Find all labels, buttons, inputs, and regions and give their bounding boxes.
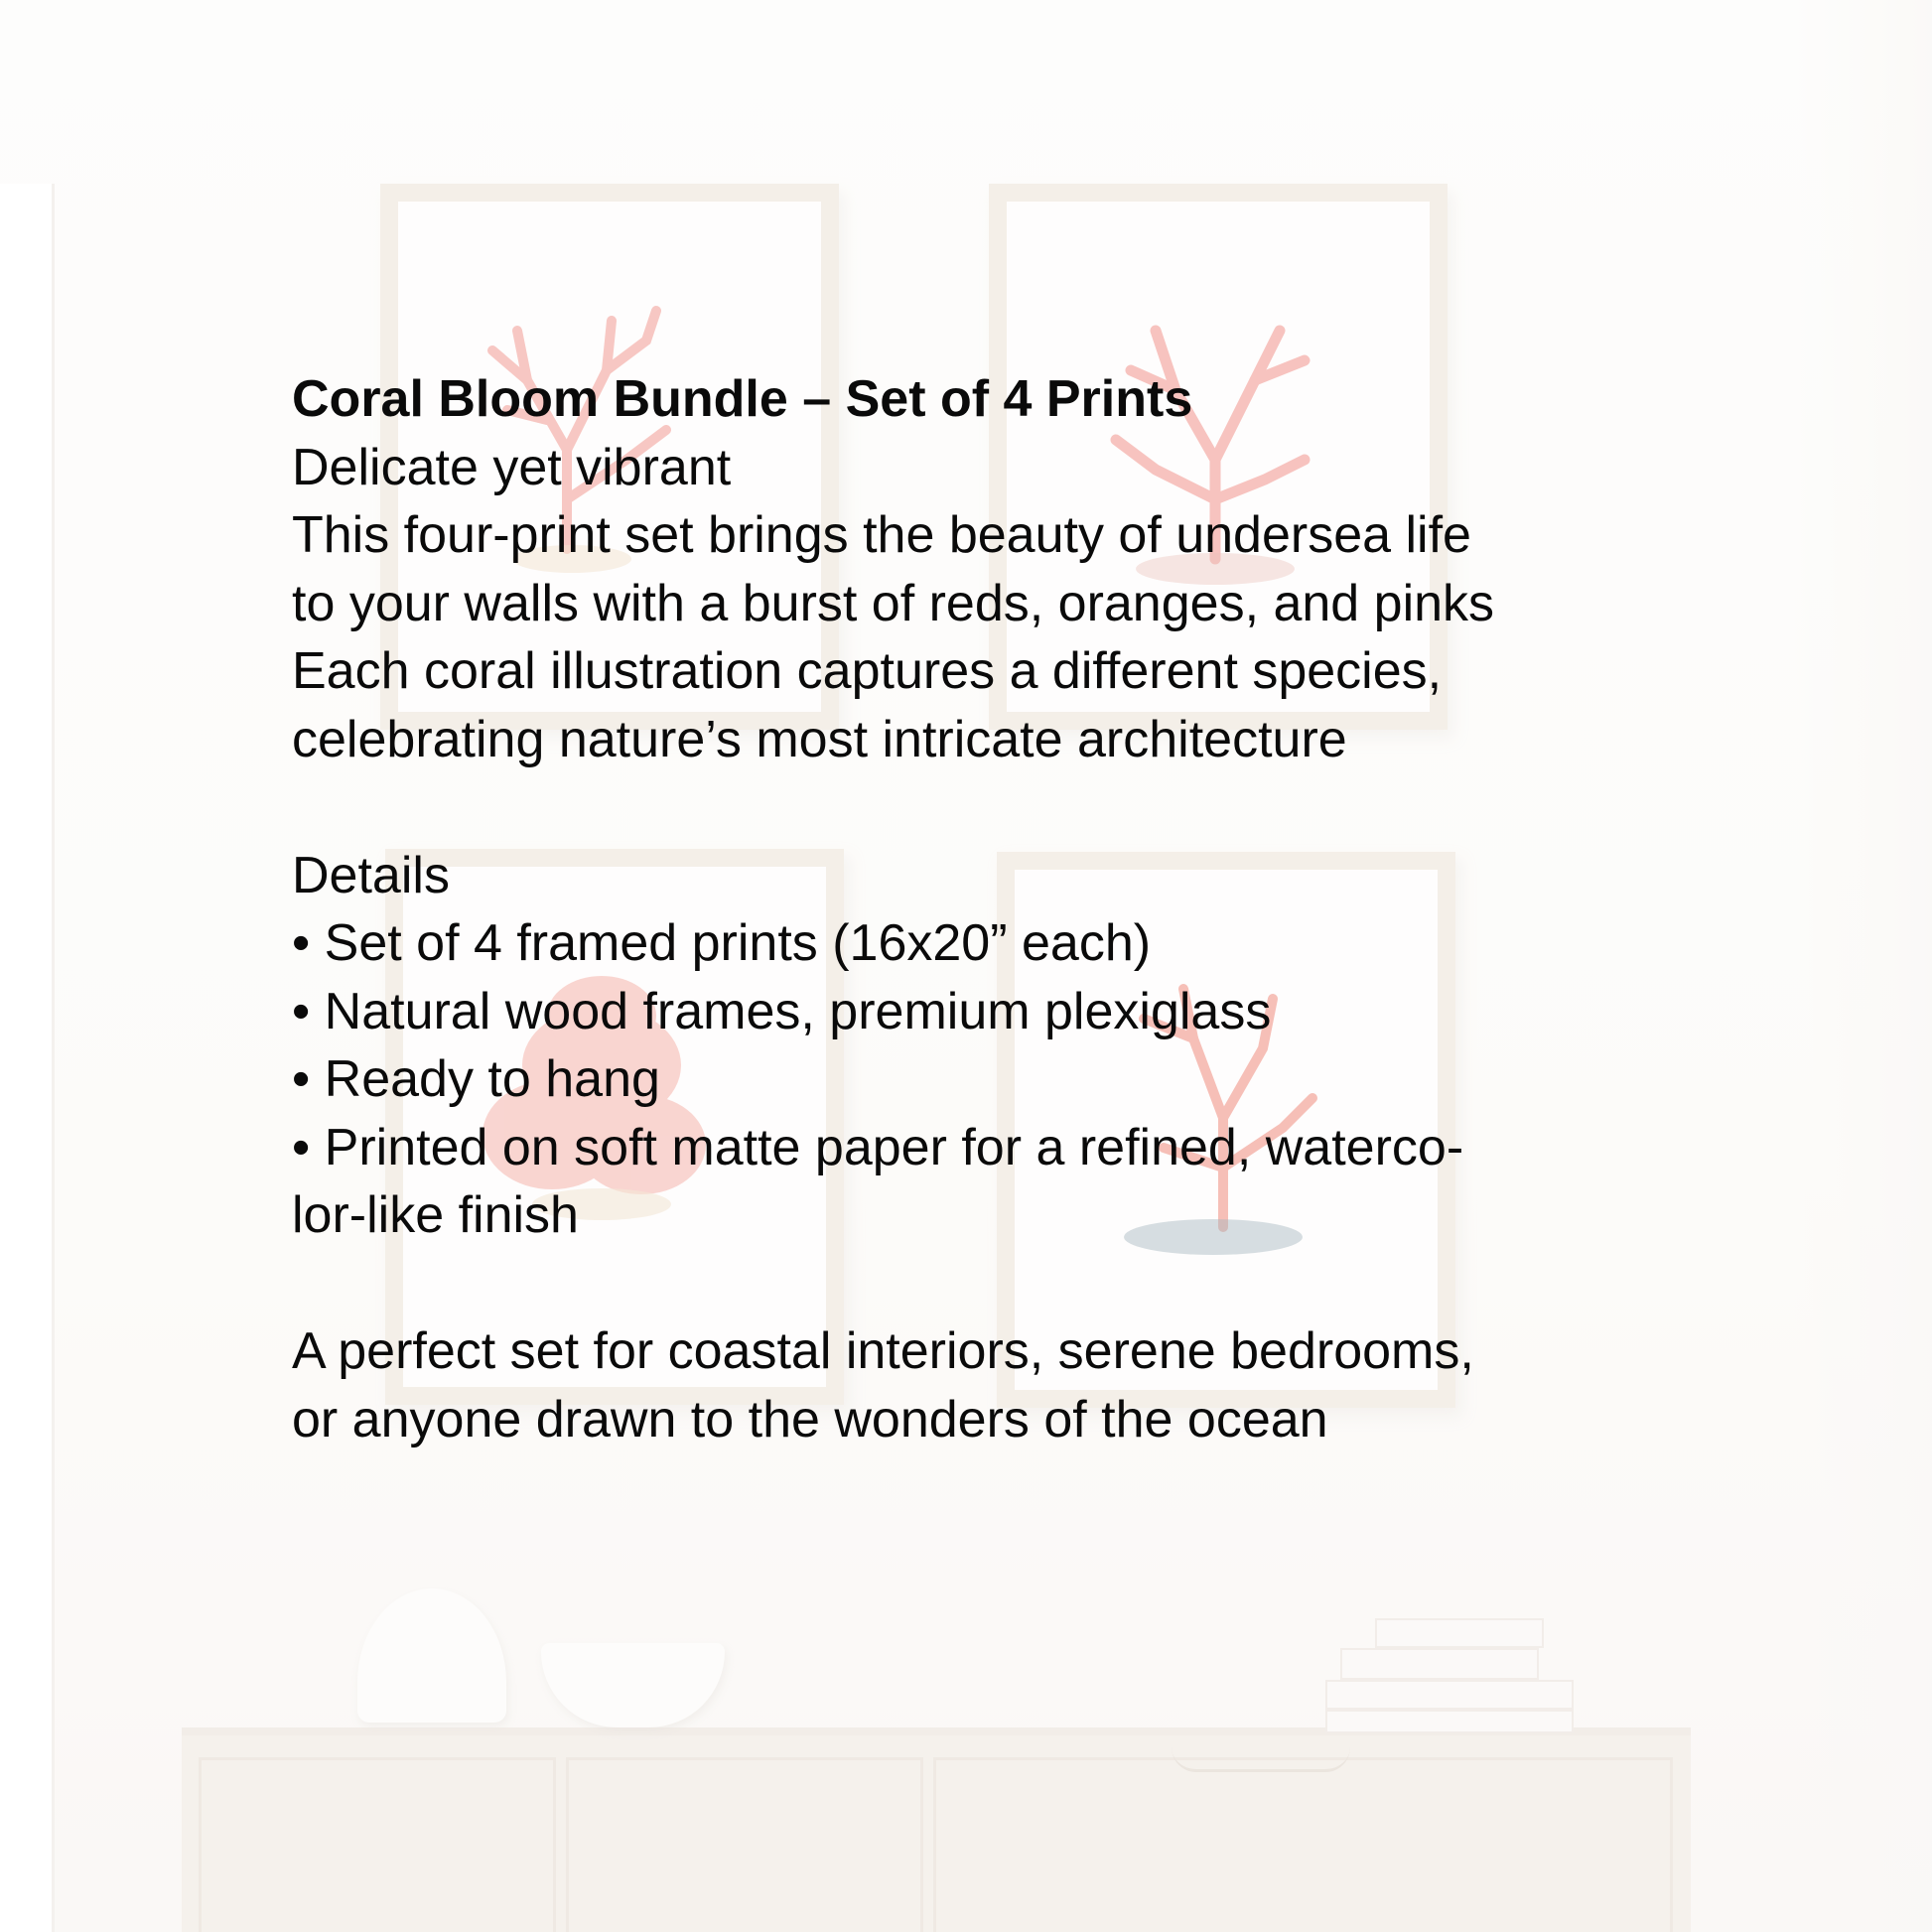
product-subtitle: Delicate yet vibrant xyxy=(292,438,732,496)
spacer xyxy=(292,773,1682,842)
description-line: to your walls with a burst of reds, oranges, and pinks xyxy=(292,574,1495,632)
closing-line: or anyone drawn to the wonders of the ocean xyxy=(292,1390,1328,1449)
description-line: This four-print set brings the beauty of undersea life xyxy=(292,506,1471,564)
closing-line: A perfect set for coastal interiors, serene bedrooms, xyxy=(292,1322,1474,1380)
spacer xyxy=(292,1250,1682,1318)
description-line: Each coral illustration captures a different species, xyxy=(292,642,1443,700)
description-line: celebrating nature’s most intricate architecture xyxy=(292,710,1347,768)
details-item: • Natural wood frames, premium plexiglass xyxy=(292,982,1272,1040)
details-item: • Printed on soft matte paper for a refined, waterco- xyxy=(292,1118,1464,1176)
details-item-continuation: lor-like finish xyxy=(292,1186,579,1244)
product-description xyxy=(292,365,1682,1453)
details-heading: Details xyxy=(292,846,450,904)
details-item: • Ready to hang xyxy=(292,1050,660,1108)
product-title: Coral Bloom Bundle – Set of 4 Prints xyxy=(292,370,1193,428)
details-item: • Set of 4 framed prints (16x20” each) xyxy=(292,914,1152,972)
